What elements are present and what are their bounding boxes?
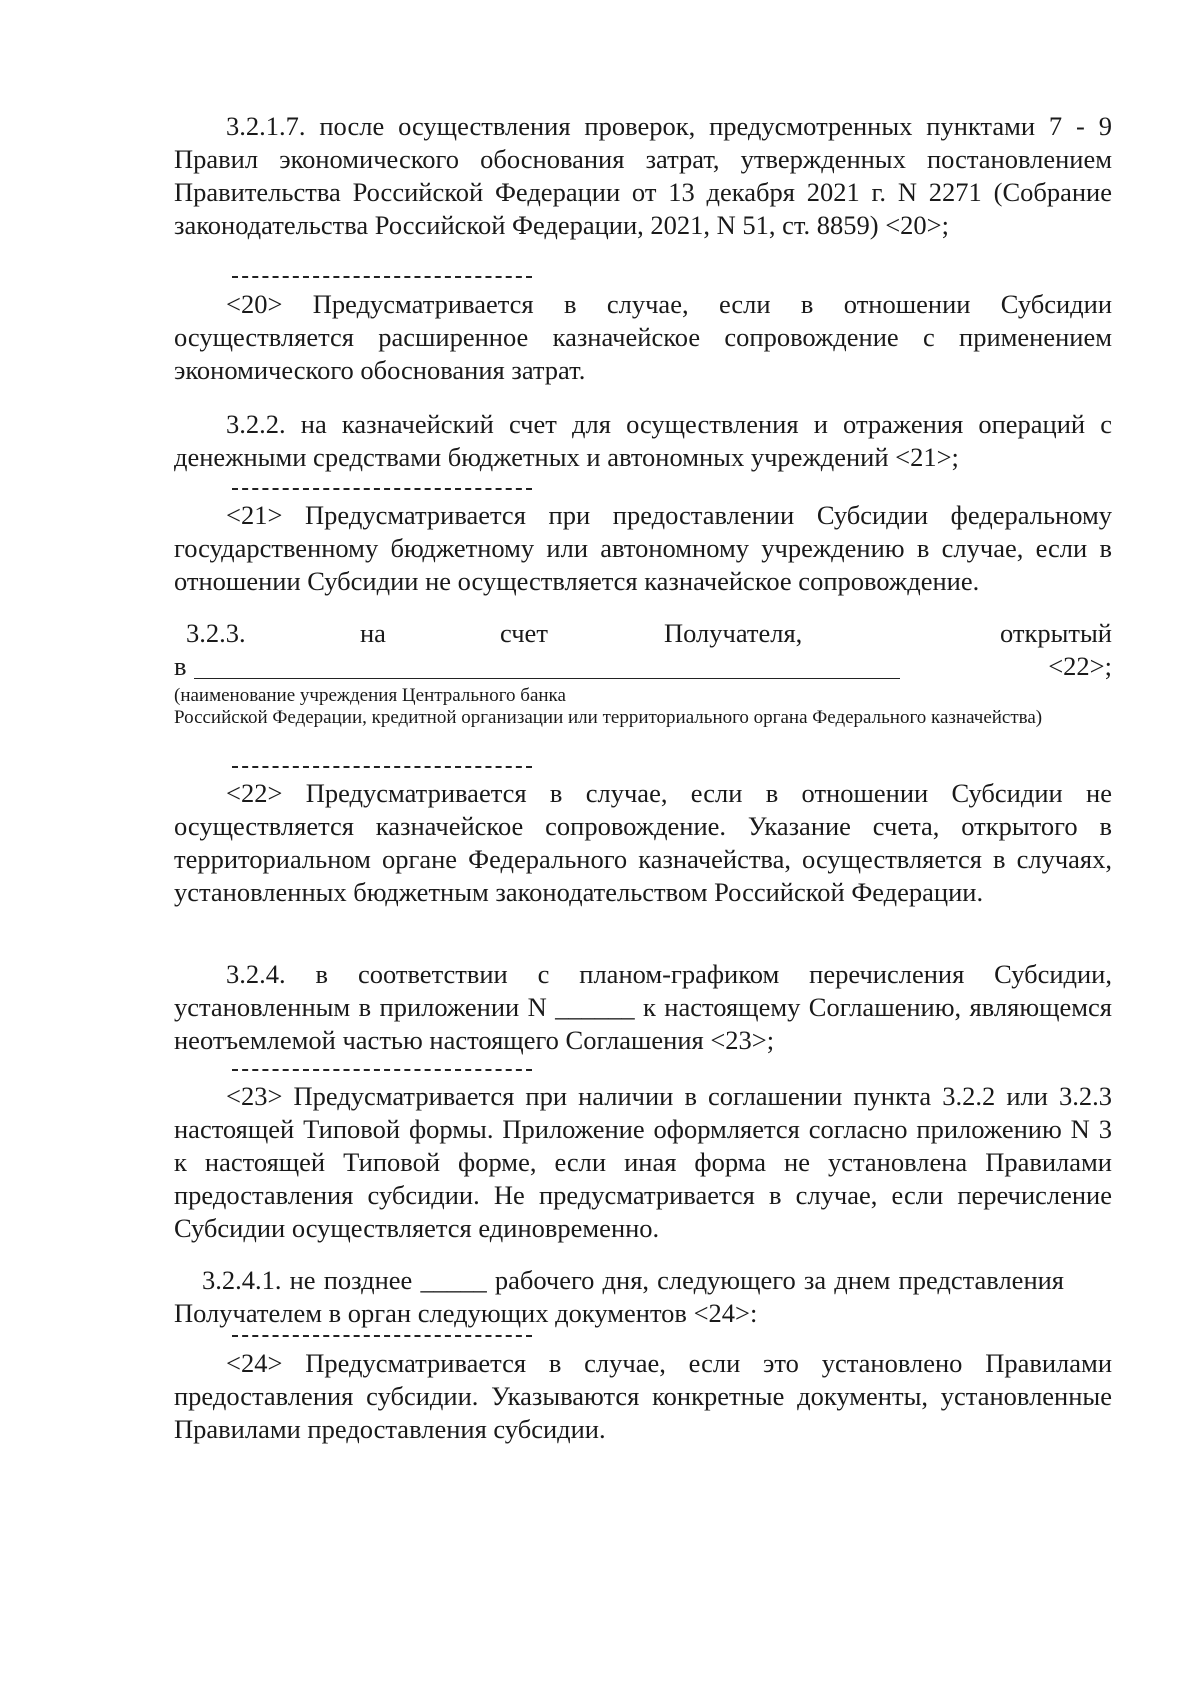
footnote-separator (232, 488, 532, 490)
paragraph-3-2-1-7: 3.2.1.7. после осуществления проверок, предусмотренных пунктами 7 - 9 Правил экономического обоснования затрат, утвержденных постановлением Правительства Российской Федерации от 13 декабря 2021 г. N 2271 (Собрание законодательства Российской Федерации, 2021, N 51, ст. 8859) <20>; (174, 111, 1112, 240)
footnote-20: <20> Предусматривается в случае, если в отношении Субсидии осуществляется расширенное казначейское сопровождение с применением экономического обоснования затрат. (174, 289, 1112, 385)
paragraph-3-2-2: 3.2.2. на казначейский счет для осуществления и отражения операций с денежными средствами бюджетных и автономных учреждений <21>; (174, 409, 1112, 472)
paragraph-3-2-4: 3.2.4. в соответствии с планом-графиком перечисления Субсидии, установленным в приложении N ______ к настоящему Соглашению, являющемся неотъемлемой частью настоящего Соглашения <23>; (174, 959, 1112, 1055)
bank-name-blank (194, 650, 900, 679)
footnote-22: <22> Предусматривается в случае, если в отношении Субсидии не осуществляется казначейское сопровождение. Указание счета, открытого в территориальном органе Федерального казначейства, осуществляется в случаях, установленных бюджетным законодательством Российской Федерации. (174, 778, 1112, 907)
word: 3.2.3. (186, 618, 246, 648)
footnote-separator (232, 276, 532, 278)
footnote-separator (232, 1069, 532, 1071)
paragraph-3-2-4-1: 3.2.4.1. не позднее _____ рабочего дня, следующего за днем представления Получателем в орган следующих документов <24>: (174, 1265, 1064, 1328)
word: открытый (1000, 618, 1112, 648)
footnote-separator (232, 1335, 532, 1337)
word: Получателя, (664, 618, 803, 648)
footnote-23: <23> Предусматривается при наличии в соглашении пункта 3.2.2 или 3.2.3 настоящей Типовой формы. Приложение оформляется согласно приложению N 3 к настоящей Типовой форме, если иная форма не установлена Правилами предоставления субсидии. Не предусматривается в случае, если перечисление Субсидии осуществляется единовременно. (174, 1081, 1112, 1243)
paragraph-3-2-3-line1 (174, 617, 1112, 650)
field-hint-line2: Российской Федерации, кредитной организации или территориального органа Федерального казначейства) (174, 707, 1043, 728)
footnote-separator (232, 766, 532, 768)
footnote-ref-22: <22>; (1048, 651, 1112, 681)
word: счет (500, 618, 548, 648)
word: на (360, 618, 386, 648)
paragraph-3-2-3-line2 (174, 650, 1112, 683)
footnote-24: <24> Предусматривается в случае, если это установлено Правилами предоставления субсидии. Указываются конкретные документы, установленные Правилами предоставления субсидии. (174, 1348, 1112, 1444)
footnote-21: <21> Предусматривается при предоставлении Субсидии федеральному государственному бюджетному или автономному учреждению в случае, если в отношении Субсидии не осуществляется казначейское сопровождение. (174, 500, 1112, 596)
prefix-word: в (174, 651, 187, 681)
field-hint-line1: (наименование учреждения Центрального банка (174, 685, 566, 706)
